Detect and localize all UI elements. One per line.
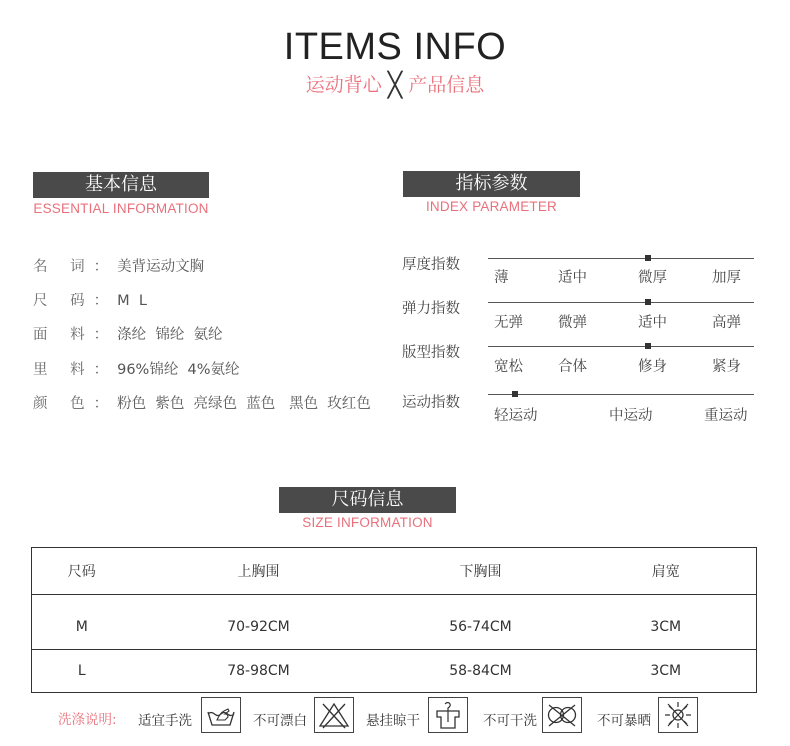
index-option: 宽松 [494,359,523,375]
table-cell: 78-98CM [227,663,290,679]
index-marker [645,255,651,261]
basic-info-value: M L [117,293,147,309]
basic-info-key: 颜 色： [33,396,118,412]
index-label-thickness: 厚度指数 [402,257,460,273]
table-row [32,595,757,650]
size-table [31,547,757,693]
basic-info-heading: 基本信息 [33,172,209,198]
basic-info-row [33,289,147,310]
basic-info-row [33,358,240,379]
no-dry-clean-icon [542,697,582,733]
basic-info-value: 涤纶 锦纶 氨纶 [117,327,223,343]
index-scale-thickness [488,258,754,259]
basic-info-value: 粉色 紫色 亮绿色 蓝色 黑色 玫红色 [117,396,371,412]
table-header-cell: 肩宽 [576,548,757,595]
wash-label: 适宜手洗 [138,713,192,729]
index-option: 微厚 [638,270,667,286]
index-option: 适中 [638,315,667,331]
cross-icon: ╳ [387,71,403,99]
index-option: 高弹 [712,315,741,331]
hand-wash-icon [201,697,241,733]
basic-info-row [33,255,204,276]
index-option: 中运动 [609,408,653,424]
wash-title: 洗涤说明: [58,712,117,728]
page-subtitle [0,70,790,99]
wash-label: 不可干洗 [483,713,537,729]
index-option: 微弹 [558,315,587,331]
basic-info-heading-en: ESSENTIAL INFORMATION [33,201,209,216]
size-info-heading: 尺码信息 [279,487,456,513]
table-header-cell: 上胸围 [132,548,386,595]
table-cell: 3CM [576,595,757,650]
table-header-cell: 尺码 [32,548,132,595]
basic-info-key: 尺 码： [33,293,118,309]
basic-info-row [33,323,223,344]
wash-label: 不可漂白 [253,713,307,729]
table-row [32,650,757,693]
index-label-fit: 版型指数 [402,345,460,361]
index-option: 薄 [494,270,509,286]
table-header-cell: 下胸围 [386,548,576,595]
index-marker [645,299,651,305]
index-scale-elasticity [488,302,754,303]
index-option: 修身 [638,359,667,375]
index-option: 合体 [558,359,587,375]
index-param-heading: 指标参数 [403,171,580,197]
wash-label: 悬挂晾干 [366,713,420,729]
table-cell: 70-92CM [132,595,386,650]
basic-info-value: 96%锦纶 4%氨纶 [117,362,240,378]
basic-info-row [33,392,371,413]
size-info-heading-en: SIZE INFORMATION [302,515,433,530]
table-cell: 56-74CM [386,595,576,650]
index-option: 适中 [558,270,587,286]
index-option: 无弹 [494,315,523,331]
wash-label: 不可暴晒 [597,713,651,729]
index-option: 轻运动 [494,408,538,424]
table-cell: M [32,595,132,650]
index-scale-sport [488,394,754,395]
basic-info-value: 美背运动文胸 [117,259,205,275]
index-option: 加厚 [712,270,741,286]
index-marker [645,343,651,349]
index-option: 紧身 [712,359,741,375]
basic-info-key: 名 词： [33,259,118,275]
table-header-row [32,548,757,595]
index-marker [512,391,518,397]
table-cell: 3CM [650,663,682,679]
basic-info-key: 面 料： [33,327,118,343]
subtitle-right: 产品信息 [408,74,485,96]
table-cell: L [77,663,86,679]
basic-info-key: 里 料： [33,362,118,378]
index-label-elasticity: 弹力指数 [402,301,460,317]
subtitle-left: 运动背心 [305,74,382,96]
table-cell: 58-84CM [449,663,512,679]
index-scale-fit [488,346,754,347]
index-option: 重运动 [704,408,748,424]
no-bleach-icon [314,697,354,733]
hang-dry-icon [428,697,468,733]
no-sun-icon [658,697,698,733]
index-label-sport: 运动指数 [402,395,460,411]
page-title: ITEMS INFO [283,26,507,68]
index-param-heading-en: INDEX PARAMETER [425,199,558,214]
